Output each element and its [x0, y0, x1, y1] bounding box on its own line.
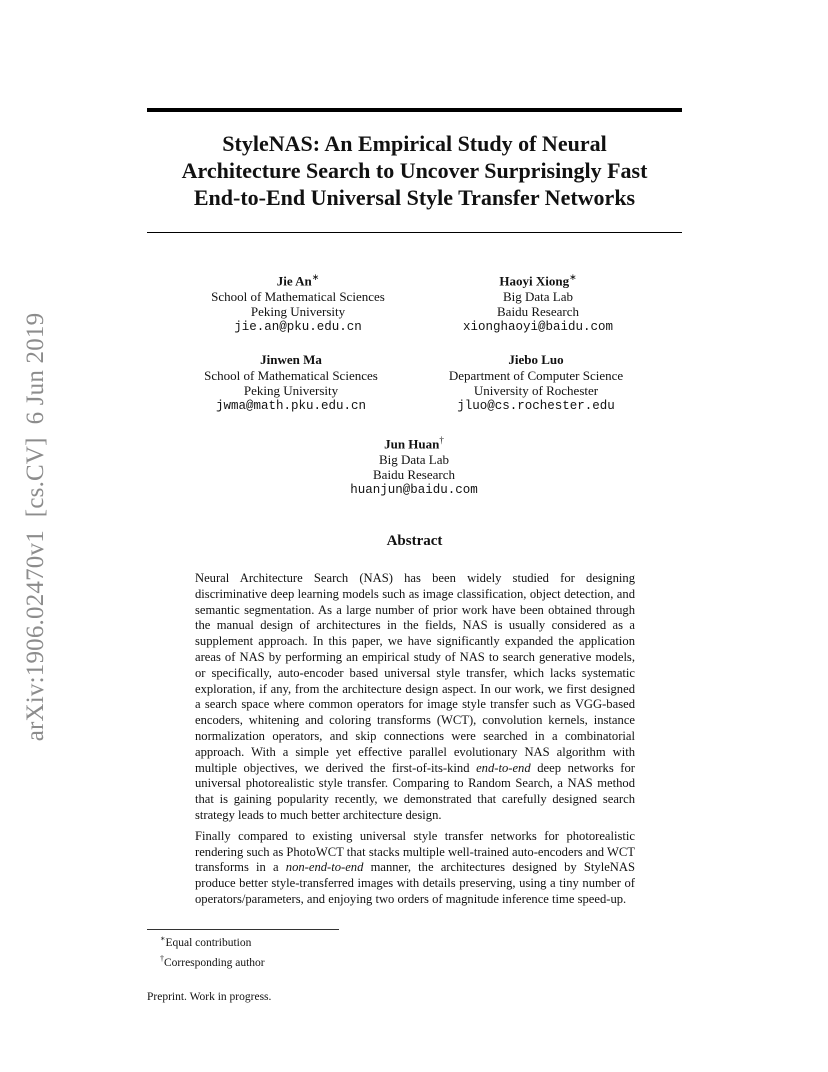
author-name: Haoyi Xiong∗ [499, 272, 577, 289]
author-affiliation: University of Rochester [473, 383, 599, 398]
author-affiliation: School of Mathematical Sciences [211, 288, 385, 304]
author-affiliation: Baidu Research [373, 467, 455, 483]
paper-title [147, 130, 682, 211]
abstract-heading: Abstract [386, 533, 443, 549]
title-top-rule [147, 108, 682, 112]
title-line: Architecture Search to Uncover Surprisingly Fast [181, 158, 648, 183]
author-block-jinwen-ma [161, 352, 421, 414]
footnotes [160, 931, 265, 971]
title-line: End-to-End Universal Style Transfer Networks [193, 185, 636, 210]
title-line: StyleNAS: An Empirical Study of Neural [222, 131, 607, 156]
author-affiliation: Peking University [250, 304, 346, 320]
author-email: jluo@cs.rochester.edu [457, 398, 615, 413]
author-block-haoyi-xiong [408, 270, 668, 335]
author-name: Jiebo Luo [508, 352, 564, 367]
footnote-rule [147, 929, 339, 930]
author-affiliation: School of Mathematical Sciences [204, 367, 378, 383]
abstract-paragraph-2: Finally compared to existing universal style transfer networks for photorealistic rendering such as PhotoWCT that stacks multiple well-trained auto-encoders and WCT transforms in a non-end-to-end manner, the architectures designed by StyleNAS produce better style-transferred images with details preserving, using a tiny number of operators/parameters, and enjoying two orders of magnitude inference time speed-up. [195, 828, 635, 906]
author-email: xionghaoyi@baidu.com [462, 319, 614, 334]
footnote-equal-contribution: ∗Equal contribution [160, 934, 252, 949]
title-bottom-rule [147, 232, 682, 233]
arxiv-identifier-stamp: arXiv:1906.02470v1 [cs.CV] 6 Jun 2019 [22, 312, 49, 742]
author-email: jie.an@pku.edu.cn [234, 319, 362, 334]
author-name: Jie An∗ [276, 272, 320, 289]
author-affiliation: Peking University [243, 383, 339, 398]
author-affiliation: Baidu Research [497, 304, 579, 320]
author-block-jie-an [168, 270, 428, 335]
footnote-corresponding-author: †Corresponding author [160, 953, 265, 969]
author-affiliation: Big Data Lab [502, 288, 574, 304]
author-block-jiebo-luo [406, 352, 666, 414]
abstract-body [195, 571, 635, 913]
author-email: huanjun@baidu.com [350, 482, 478, 497]
author-block-jun-huan [284, 433, 544, 498]
author-email: jwma@math.pku.edu.cn [215, 398, 367, 413]
abstract-paragraph-1: Neural Architecture Search (NAS) has been widely studied for designing discriminative deep learning models such as image classification, object detection, and semantic segmentation. As a large number of prior work have been obtained through the manual design of architectures in the fields, NAS is usually considered as a supplement approach. In this paper, we have significantly expanded the application areas of NAS by performing an empirical study of NAS to search generative models, or specifically, auto-encoder based universal style transfer, which lacks systematic exploration, if any, from the architecture design aspect. In our work, we first designed a search space where common operators for image style transfer such as VGG-based encoders, whitening and coloring transforms (WCT), convolution kernels, instance normalization operators, and skip connections were searched in a combinatorial approach. With a simple yet effective parallel evolutionary NAS algorithm with multiple objectives, we derived the first-of-its-kind end-to-end deep networks for universal photorealistic style transfer. Comparing to Random Search, a NAS method that is gaining popularity recently, we demonstrated that carefully designed search strategy leads to much better architecture design. [195, 571, 635, 822]
author-name: Jinwen Ma [260, 352, 322, 367]
author-name: Jun Huan† [384, 435, 444, 452]
author-affiliation: Big Data Lab [378, 451, 450, 467]
author-affiliation: Department of Computer Science [448, 367, 624, 383]
preprint-note: Preprint. Work in progress. [147, 991, 272, 1003]
